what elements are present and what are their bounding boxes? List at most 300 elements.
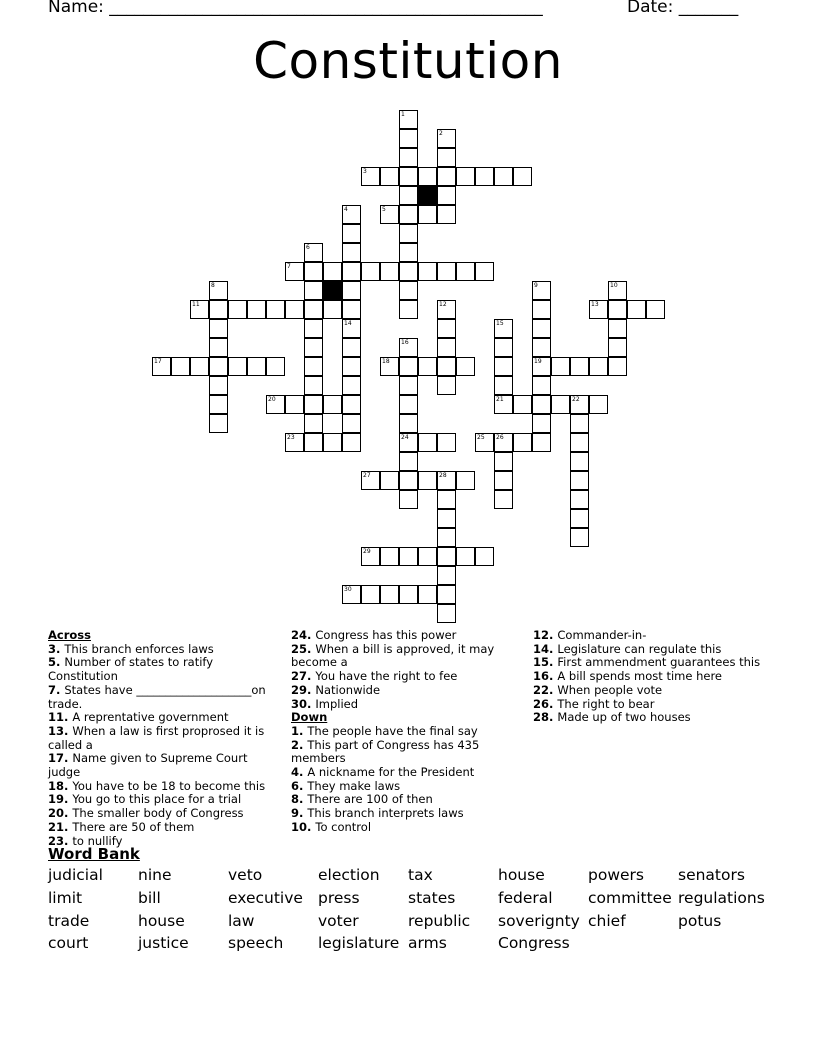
crossword-cell[interactable] [209,338,228,357]
across-clue [48,725,278,752]
crossword-cell[interactable] [456,262,475,281]
crossword-cell[interactable] [304,243,323,262]
down-clue [533,698,773,712]
crossword-cell[interactable] [532,281,551,300]
word-bank-word: justice [138,934,189,952]
crossword-cell[interactable] [437,338,456,357]
word-bank-word: republic [408,912,471,930]
down-clue [291,793,511,807]
clue-text: When a law is first proprosed it is called a [48,723,265,752]
crossword-cell[interactable] [437,528,456,547]
word-bank-word: legislature [318,934,400,952]
cell-clue-number: 26 [496,434,504,441]
crossword-cell[interactable] [513,395,532,414]
crossword-cell[interactable] [494,376,513,395]
crossword-cell[interactable] [570,414,589,433]
clue-text: They make laws [307,778,401,793]
crossword-cell[interactable] [342,205,361,224]
down-clue [533,711,773,725]
crossword-cell[interactable] [570,471,589,490]
word-bank-word: judicial [48,866,103,884]
clue-number: 24. [291,628,316,642]
crossword-cell[interactable] [228,357,247,376]
word-bank-word: law [228,912,255,930]
clues-column-1 [48,629,278,848]
crossword-cell[interactable] [494,471,513,490]
word-bank-word: senators [678,866,745,884]
crossword-cell[interactable] [418,471,437,490]
crossword-cell[interactable] [551,357,570,376]
clue-text: The smaller body of Congress [72,806,244,821]
crossword-cell[interactable] [342,338,361,357]
crossword-cell[interactable] [418,357,437,376]
cell-clue-number: 10 [610,282,618,289]
clue-text: Commander-in- [557,628,647,642]
down-clue [291,821,511,835]
clue-number: 17. [48,751,73,766]
clue-number: 3. [48,641,65,656]
word-bank-word: voter [318,912,359,930]
word-bank-word: states [408,889,456,907]
across-clue [48,643,278,657]
cell-clue-number: 18 [382,358,390,365]
crossword-cell[interactable] [437,471,456,490]
word-bank-word: court [48,934,89,952]
crossword-cell[interactable] [342,224,361,243]
clue-text: Name given to Supreme Court judge [48,751,248,780]
word-bank-word: house [138,912,185,930]
crossword-cell[interactable] [304,319,323,338]
crossword-cell[interactable] [570,452,589,471]
crossword-cell[interactable] [589,300,608,319]
crossword-cell[interactable] [456,547,475,566]
across-clue [291,684,511,698]
word-bank-word: potus [678,912,722,930]
word-bank-word: nine [138,866,172,884]
down-clue [291,725,511,739]
clue-number: 7. [48,682,65,697]
crossword-cell[interactable] [399,433,418,452]
word-bank-word: arms [408,934,447,952]
crossword-cell[interactable] [399,167,418,186]
crossword-cell[interactable] [437,262,456,281]
clue-number: 29. [291,682,316,697]
down-heading: Down [291,710,328,725]
clue-number: 27. [291,669,316,684]
clue-number: 30. [291,696,316,711]
clue-number: 10. [291,819,316,834]
crossword-cell[interactable] [399,205,418,224]
down-clue [291,780,511,794]
clue-text: When people vote [557,682,663,697]
across-clue [48,711,278,725]
clue-number: 8. [291,792,308,807]
clue-text: There are 50 of them [72,819,195,834]
clues-column-3 [533,629,773,725]
crossword-cell[interactable] [342,585,361,604]
crossword-cell[interactable] [152,357,171,376]
crossword-cell[interactable] [399,547,418,566]
crossword-cell[interactable] [475,262,494,281]
crossword-cell[interactable] [399,376,418,395]
crossword-cell[interactable] [399,148,418,167]
clue-number: 12. [533,628,558,642]
across-heading: Across [48,628,91,642]
cell-clue-number: 13 [591,301,599,308]
crossword-cell[interactable] [380,205,399,224]
crossword-cell[interactable] [399,224,418,243]
across-clue [291,643,511,670]
crossword-cell[interactable] [399,338,418,357]
crossword-cell[interactable] [570,433,589,452]
cell-clue-number: 28 [439,472,447,479]
crossword-cell[interactable] [494,357,513,376]
cell-clue-number: 20 [268,396,276,403]
crossword-cell[interactable] [304,376,323,395]
across-clue [291,670,511,684]
cell-clue-number: 12 [439,301,447,308]
clue-text: This branch enforces laws [64,641,214,656]
crossword-cell[interactable] [608,281,627,300]
crossword-cell[interactable] [380,471,399,490]
crossword-cell[interactable] [342,262,361,281]
crossword-cell[interactable] [570,395,589,414]
clue-number: 21. [48,819,73,834]
crossword-cell[interactable] [494,338,513,357]
crossword-cell[interactable] [475,547,494,566]
crossword-cell[interactable] [532,357,551,376]
crossword-cell[interactable] [399,414,418,433]
crossword-cell[interactable] [437,604,456,623]
crossword-cell[interactable] [304,357,323,376]
clue-number: 5. [48,655,65,670]
word-bank-word: election [318,866,380,884]
crossword-cell[interactable] [209,395,228,414]
crossword-cell[interactable] [399,585,418,604]
crossword-cell[interactable] [323,262,342,281]
crossword-cell[interactable] [399,395,418,414]
across-clue [48,656,278,683]
crossword-cell[interactable] [456,471,475,490]
across-clue [291,698,511,712]
down-clue [291,807,511,821]
crossword-cell[interactable] [399,281,418,300]
clue-number: 25. [291,641,316,656]
name-field-label: Name: ___________________________________________________ [48,0,543,17]
crossword-cell[interactable] [513,433,532,452]
crossword-black-cell [323,281,342,300]
crossword-cell[interactable] [285,433,304,452]
crossword-cell[interactable] [399,262,418,281]
crossword-cell[interactable] [209,414,228,433]
clue-text: You go to this place for a trial [72,792,242,807]
crossword-cell[interactable] [494,490,513,509]
crossword-cell[interactable] [304,414,323,433]
crossword-cell[interactable] [380,357,399,376]
crossword-cell[interactable] [323,300,342,319]
across-clue [48,684,278,711]
crossword-cell[interactable] [209,300,228,319]
clue-text: A reprentative government [72,710,229,725]
crossword-cell[interactable] [437,566,456,585]
clues-column-2 [291,629,511,835]
crossword-cell[interactable] [304,281,323,300]
across-clue [48,821,278,835]
crossword-cell[interactable] [342,319,361,338]
crossword-cell[interactable] [399,186,418,205]
cell-clue-number: 17 [154,358,162,365]
crossword-cell[interactable] [247,300,266,319]
clue-text: Nationwide [315,682,381,697]
date-field-label: Date: _______ [627,0,739,17]
crossword-cell[interactable] [171,357,190,376]
crossword-cell[interactable] [437,300,456,319]
cell-clue-number: 6 [306,244,310,251]
cell-clue-number: 3 [363,168,367,175]
crossword-cell[interactable] [304,262,323,281]
crossword-cell[interactable] [437,148,456,167]
clue-text: You have to be 18 to become this [72,778,266,793]
crossword-cell[interactable] [570,490,589,509]
crossword-cell[interactable] [304,300,323,319]
crossword-cell[interactable] [437,167,456,186]
cell-clue-number: 2 [439,130,443,137]
cell-clue-number: 22 [572,396,580,403]
cell-clue-number: 9 [534,282,538,289]
crossword-cell[interactable] [494,319,513,338]
crossword-cell[interactable] [228,300,247,319]
crossword-cell[interactable] [437,357,456,376]
crossword-cell[interactable] [418,167,437,186]
crossword-cell[interactable] [342,395,361,414]
crossword-cell[interactable] [399,490,418,509]
word-bank-word: tax [408,866,433,884]
crossword-cell[interactable] [551,395,570,414]
cell-clue-number: 24 [401,434,409,441]
crossword-cell[interactable] [418,433,437,452]
crossword-cell[interactable] [437,319,456,338]
down-clue [533,684,773,698]
crossword-cell[interactable] [494,167,513,186]
crossword-cell[interactable] [399,243,418,262]
crossword-cell[interactable] [437,490,456,509]
crossword-cell[interactable] [285,262,304,281]
clue-number: 20. [48,806,73,821]
page-title: Constitution [253,32,563,90]
word-bank-word: soverignty [498,912,580,930]
crossword-cell[interactable] [342,357,361,376]
crossword-cell[interactable] [418,585,437,604]
word-bank-word: federal [498,889,553,907]
crossword-cell[interactable] [190,300,209,319]
clue-number: 26. [533,696,558,711]
crossword-cell[interactable] [399,471,418,490]
word-bank-word: press [318,889,360,907]
cell-clue-number: 1 [401,111,405,118]
down-clue [533,629,773,643]
crossword-cell[interactable] [380,585,399,604]
crossword-cell[interactable] [608,300,627,319]
crossword-cell[interactable] [247,357,266,376]
clue-text: to nullify [72,833,123,848]
crossword-cell[interactable] [437,205,456,224]
crossword-cell[interactable] [266,395,285,414]
clue-number: 9. [291,806,308,821]
clue-number: 1. [291,723,308,738]
crossword-cell[interactable] [589,357,608,376]
cell-clue-number: 25 [477,434,485,441]
down-clue [291,739,511,766]
clue-number: 15. [533,655,558,670]
crossword-cell[interactable] [342,376,361,395]
crossword-cell[interactable] [494,433,513,452]
crossword-cell[interactable] [304,395,323,414]
crossword-cell[interactable] [608,319,627,338]
cell-clue-number: 30 [344,586,352,593]
crossword-cell[interactable] [190,357,209,376]
word-bank-word: Congress [498,934,570,952]
crossword-cell[interactable] [342,300,361,319]
crossword-cell[interactable] [361,471,380,490]
crossword-cell[interactable] [342,433,361,452]
crossword-cell[interactable] [342,414,361,433]
crossword-cell[interactable] [475,433,494,452]
crossword-cell[interactable] [323,395,342,414]
clue-text: There are 100 of then [307,792,433,807]
down-clue [533,656,773,670]
crossword-cell[interactable] [380,167,399,186]
crossword-cell[interactable] [456,357,475,376]
crossword-cell[interactable] [532,300,551,319]
word-bank-word: veto [228,866,263,884]
word-bank-word: house [498,866,545,884]
crossword-cell[interactable] [361,585,380,604]
word-bank-title: Word Bank [48,845,140,863]
crossword-cell[interactable] [532,414,551,433]
crossword-cell[interactable] [437,129,456,148]
down-clue [533,670,773,684]
crossword-cell[interactable] [437,547,456,566]
crossword-cell[interactable] [304,433,323,452]
crossword-cell[interactable] [361,262,380,281]
clue-text: A nickname for the President [307,765,475,780]
crossword-cell[interactable] [418,205,437,224]
crossword-cell[interactable] [304,338,323,357]
crossword-cell[interactable] [285,395,304,414]
crossword-cell[interactable] [266,300,285,319]
crossword-cell[interactable] [627,300,646,319]
crossword-cell[interactable] [532,338,551,357]
clue-number: 23. [48,833,73,848]
word-bank-word: executive [228,889,303,907]
crossword-cell[interactable] [418,547,437,566]
crossword-cell[interactable] [532,433,551,452]
crossword-cell[interactable] [646,300,665,319]
crossword-cell[interactable] [399,110,418,129]
clue-text: Congress has this power [315,628,457,642]
word-bank-word: limit [48,889,83,907]
word-bank-word: bill [138,889,161,907]
crossword-cell[interactable] [399,300,418,319]
cell-clue-number: 11 [192,301,200,308]
crossword-cell[interactable] [209,376,228,395]
cell-clue-number: 5 [382,206,386,213]
crossword-cell[interactable] [437,585,456,604]
clue-number: 6. [291,778,308,793]
crossword-cell[interactable] [399,357,418,376]
crossword-cell[interactable] [475,167,494,186]
crossword-cell[interactable] [437,186,456,205]
crossword-cell[interactable] [361,547,380,566]
crossword-cell[interactable] [513,167,532,186]
crossword-cell[interactable] [380,262,399,281]
clue-number: 16. [533,669,558,684]
crossword-cell[interactable] [570,509,589,528]
across-clue [48,752,278,779]
clue-text: Legislature can regulate this [557,641,722,656]
crossword-cell[interactable] [532,395,551,414]
crossword-cell[interactable] [342,281,361,300]
across-clue [48,807,278,821]
clue-text: To control [315,819,372,834]
crossword-cell[interactable] [399,129,418,148]
crossword-cell[interactable] [608,357,627,376]
crossword-cell[interactable] [323,433,342,452]
clue-text: A bill spends most time here [557,669,723,684]
crossword-cell[interactable] [608,338,627,357]
clue-number: 19. [48,792,73,807]
crossword-cell[interactable] [361,167,380,186]
word-bank-word: committee [588,889,672,907]
clue-text: This part of Congress has 435 members [291,737,480,766]
crossword-cell[interactable] [209,281,228,300]
word-bank-word: powers [588,866,644,884]
crossword-cell[interactable] [532,376,551,395]
crossword-cell[interactable] [570,528,589,547]
crossword-cell[interactable] [437,376,456,395]
down-clue [291,766,511,780]
crossword-cell[interactable] [266,357,285,376]
clue-text: First ammendment guarantees this [557,655,761,670]
clue-text: States have ____________________on trade. [48,682,266,711]
crossword-cell[interactable] [494,395,513,414]
clue-text: Number of states to ratify Constitution [48,655,214,684]
clue-number: 14. [533,641,558,656]
crossword-cell[interactable] [494,452,513,471]
clue-text: Implied [315,696,359,711]
crossword-cell[interactable] [456,167,475,186]
clue-number: 11. [48,710,73,725]
clue-text: Made up of two houses [557,710,691,725]
crossword-cell[interactable] [418,262,437,281]
crossword-cell[interactable] [285,300,304,319]
down-clue [533,643,773,657]
clue-text: The people have the final say [307,723,478,738]
crossword-cell[interactable] [342,243,361,262]
word-bank-word: chief [588,912,626,930]
crossword-cell[interactable] [209,319,228,338]
crossword-cell[interactable] [209,357,228,376]
crossword-cell[interactable] [570,357,589,376]
crossword-cell[interactable] [437,509,456,528]
crossword-cell[interactable] [589,395,608,414]
word-bank-word: trade [48,912,90,930]
cell-clue-number: 8 [211,282,215,289]
crossword-cell[interactable] [532,319,551,338]
crossword-cell[interactable] [399,452,418,471]
crossword-cell[interactable] [437,433,456,452]
crossword-cell[interactable] [380,547,399,566]
